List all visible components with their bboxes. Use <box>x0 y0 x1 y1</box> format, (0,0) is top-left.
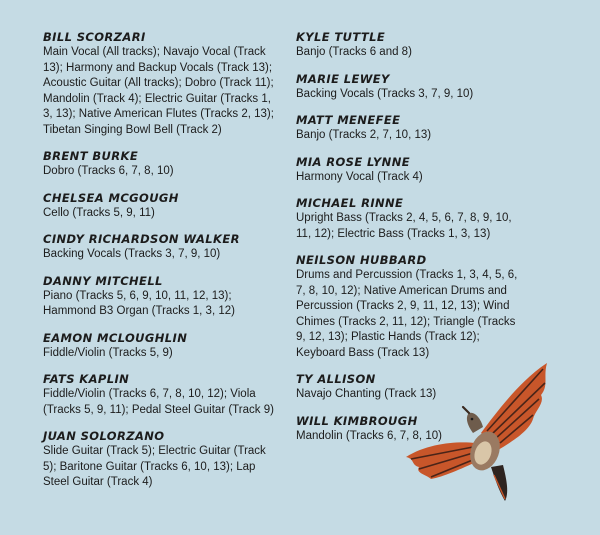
musician-name: WILL KIMBROUGH <box>296 413 418 428</box>
credit-entry <box>43 429 278 491</box>
musician-roles: Cello (Tracks 5, 9, 11) <box>43 206 155 219</box>
musician-roles: Upright Bass (Tracks 2, 4, 5, 6, 7, 8, 9, 10, 11, 12); Electric Bass (Tracks 1, 3, 13) <box>296 212 512 240</box>
musician-roles: Backing Vocals (Tracks 3, 7, 9, 10) <box>296 87 474 100</box>
musician-roles: Harmony Vocal (Track 4) <box>296 170 423 183</box>
musician-roles: Main Vocal (All tracks); Navajo Vocal (Track 13); Harmony and Backup Vocals (Track 13); Acoustic Guitar (All tracks); Dobro (Track 11); Mandolin (Track 4); Electric Guitar (Tracks 1, 3, 13); Native American Flutes (Tracks 2, 13); Tibetan Singing Bowl Bell (Track 2) <box>43 46 274 136</box>
credit-entry <box>43 30 278 138</box>
musician-name: BRENT BURKE <box>43 149 139 163</box>
musician-roles: Mandolin (Tracks 6, 7, 8, 10) <box>296 429 442 442</box>
musician-roles: Fiddle/Violin (Tracks 5, 9) <box>43 346 173 359</box>
musician-roles: Fiddle/Violin (Tracks 6, 7, 8, 10, 12); Viola (Tracks 5, 9, 11); Pedal Steel Guitar (Track 9) <box>43 388 274 416</box>
musician-name: MATT MENEFEE <box>296 113 401 127</box>
flicker-bird-illustration <box>403 355 553 505</box>
credits-column-left <box>43 30 278 502</box>
musician-name: FATS KAPLIN <box>43 372 130 386</box>
credit-entry <box>43 372 278 418</box>
musician-roles: Drums and Percussion (Tracks 1, 3, 4, 5, 6, 7, 8, 10, 12); Native American Drums and Percussion (Tracks 2, 9, 11, 12, 13); Wind Chimes (Tracks 2, 11, 12); Triangle (Tracks 9, 12, 13); Plastic Hands (Track 12); Keyboard Bass (Track 13) <box>296 269 518 359</box>
musician-name: JUAN SOLORZANO <box>43 429 165 443</box>
musician-name: MICHAEL RINNE <box>296 196 404 210</box>
credit-entry <box>43 232 278 263</box>
credit-entry <box>296 155 526 186</box>
musician-name: BILL SCORZARI <box>43 30 146 44</box>
musician-name: MARIE LEWEY <box>296 71 390 86</box>
credit-entry <box>43 274 278 320</box>
credit-entry <box>296 72 526 103</box>
musician-roles: Navajo Chanting (Track 13) <box>296 388 437 400</box>
credit-entry <box>296 196 526 242</box>
musician-roles: Banjo (Tracks 2, 7, 10, 13) <box>296 129 432 141</box>
credit-entry <box>43 149 278 180</box>
musician-name: NEILSON HUBBARD <box>296 253 427 267</box>
musician-roles: Backing Vocals (Tracks 3, 7, 9, 10) <box>43 248 221 260</box>
musician-roles: Slide Guitar (Track 5); Electric Guitar (Track 5); Baritone Guitar (Tracks 6, 10, 13); Lap Steel Guitar (Track 4) <box>43 445 266 488</box>
musician-name: TY ALLISON <box>296 372 376 386</box>
musician-roles: Dobro (Tracks 6, 7, 8, 10) <box>43 165 174 177</box>
musician-roles: Piano (Tracks 5, 6, 9, 10, 11, 12, 13); Hammond B3 Organ (Tracks 1, 3, 12) <box>43 289 235 317</box>
credit-entry <box>43 331 278 362</box>
musician-roles: Banjo (Tracks 6 and 8) <box>296 46 412 58</box>
credit-entry <box>43 191 278 222</box>
musician-name: CINDY RICHARDSON WALKER <box>43 232 240 246</box>
musician-name: CHELSEA MCGOUGH <box>43 190 179 205</box>
musician-name: DANNY MITCHELL <box>43 273 163 288</box>
credit-entry <box>296 113 526 144</box>
musician-name: EAMON MCLOUGHLIN <box>43 330 188 345</box>
credit-entry <box>296 253 526 361</box>
musician-name: MIA ROSE LYNNE <box>296 154 410 169</box>
credit-entry <box>296 30 526 61</box>
musician-name: KYLE TUTTLE <box>296 30 386 44</box>
